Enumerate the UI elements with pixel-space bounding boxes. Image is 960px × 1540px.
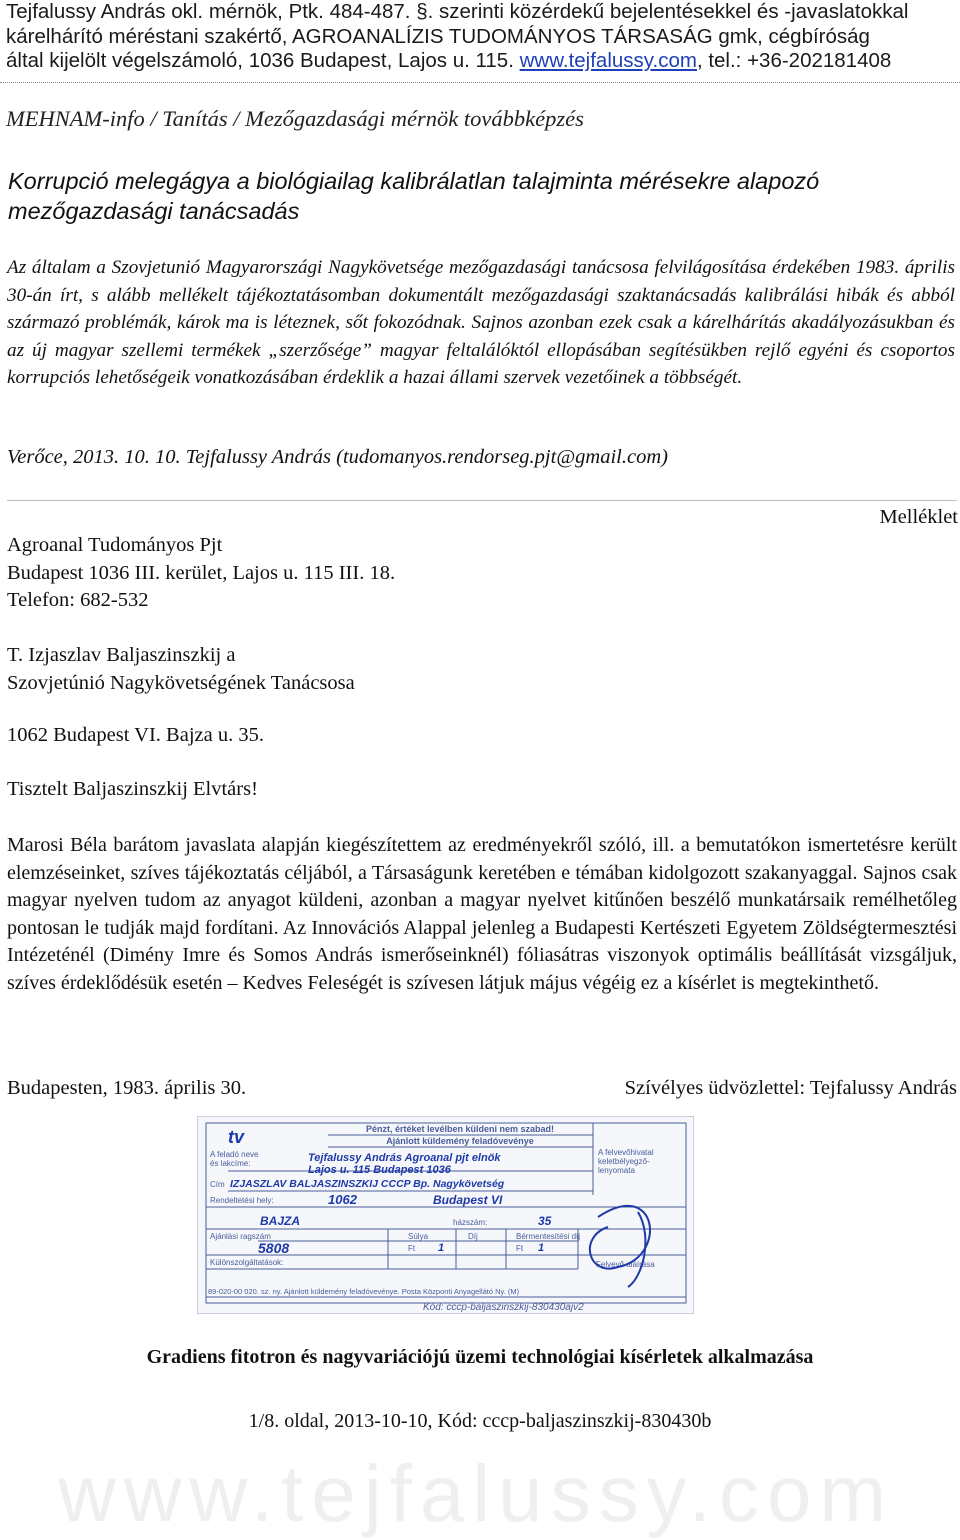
letter-closing: Szívélyes üdvözlettel: Tejfalussy András [624,1077,957,1099]
receipt-handwritten-street: BAJZA [260,1214,301,1228]
website-link[interactable]: www.tejfalussy.com [519,49,697,72]
receipt-fee-label: Díj [468,1232,478,1241]
recipient-address: 1062 Budapest VI. Bajza u. 35. [7,724,264,746]
receipt-currency: Ft [408,1244,416,1253]
letter-body: Marosi Béla barátom javaslata alapján kiegészítettem az eredményekről szóló, ill. a bemutatókon ismertetésre került elemzéseinket, szíves tájékoztatás céljából, a Társaságunk keretében e témában kidolgozott szakanyaggal. Sajnos csak magyar nyelven tudom az anyagot küldeni, azonban a magyar nyelvet kitűnően beszélő munkatársaik remélhetőleg pontosan le tudják majd fordítani. Az Innovációs Alappal jelenleg a Budapesti Kertészeti Egyetem Zöldségtermesztési Intézeténél (Dimény Imre és Somos András ismerőseinknél) fóliasátras viszonyok optimális beállítását vizsgáljuk, szíves érdeklődésük esetén – Kedves Feleségét is szívesen látjuk május végéig ez a kísérlet is megtekinthető. [7,834,957,994]
sender-block [7,532,395,615]
receipt-handwritten-sender: Tejfalussy András Agroanal pjt elnök [308,1152,501,1164]
postal-receipt-image [197,1116,694,1314]
receipt-sender-label: A feladó neve [210,1150,259,1159]
header-divider [0,82,960,83]
receipt-address-label: Cím [210,1180,225,1189]
receipt-stamp-note: keletbélyegző- [598,1157,650,1166]
sender-line: Telefon: 682-532 [7,589,149,611]
letter-greeting: Tisztelt Baljaszinszkij Elvtárs! [7,778,258,800]
receipt-handwritten-house: 35 [538,1214,552,1228]
receipt-handwritten-sender-address: Lajos u. 115 Budapest 1036 [308,1164,451,1176]
receipt-sender-label: és lakcíme: [210,1159,251,1168]
author-header [6,0,956,74]
sender-line: Budapest 1036 III. kerület, Lajos u. 115 III. 18. [7,561,396,584]
header-line-3: által kijelölt végelszámoló, 1036 Budapest, Lajos u. 115. www.tejfalussy.com, tel.: +36-202181408 [6,49,892,72]
page-number: 1/8. oldal, 2013-10-10, Kód: cccp-baljaszinszkij-830430b [248,1410,712,1432]
page-title: Korrupció melegágya a biológiailag kalibrálatlan talajminta mérésekre alapozó mezőgazdasági tanácsadás [8,168,820,224]
recipient-line: Szovjetúnió Nagykövetségének Tanácsosa [7,671,355,694]
receipt-currency: Ft [516,1244,524,1253]
receipt-stamp-note: A felvevőhivatal [598,1148,654,1157]
receipt-handwritten-mark: tv [228,1127,245,1147]
receipt-house-label: házszám: [453,1218,488,1227]
receipt-services-label: Különszolgáltatások: [210,1258,284,1267]
receipt-handwritten-value: 1 [538,1242,545,1254]
receipt-top-note: Pénzt, értéket levélben küldeni nem szabad! [365,1124,555,1134]
receipt-stamp-scribble [590,1206,650,1287]
receipt-title: Ajánlott küldemény feladóvevénye [386,1136,534,1146]
receipt-handwritten-city: Budapest VI [433,1193,503,1207]
postal-receipt-drawing [198,1117,693,1313]
receipt-handwritten-reg: 5808 [258,1240,290,1256]
attachment-label: Melléklet [879,506,958,528]
intro-paragraph: Az általam a Szovjetunió Magyarországi Nagykövetsége mezőgazdasági tanácsosa felvilágosítása érdekében 1983. április 30-án írt, s alább mellékelt tájékoztatásomban dokumentált mezőgazdasági szaktanácsadás kalibrálási hibák és abból származó problémák, károk ma is léteznek, sőt fokozódnak. Sajnos azonban ezek csak a kárelhárítás akadályozásukban és az új magyar szellemi termékek „szerzősége” magyar feltalálóktól ellopásában segítésükben rejlő egyéni és csoportos korrupciós lehetőségeik vonatkozásában érdeklik a hazai állami szervek vezetőinek a többségét. [7,257,955,388]
receipt-sign-label: Felvevő aláírása [596,1260,655,1269]
watermark: www.tejfalussy.com [58,1449,895,1538]
receipt-postage-label: Bérmentesítési díj [516,1232,581,1241]
letter-place-date: Budapesten, 1983. április 30. [7,1077,247,1099]
recipient-block [7,642,355,697]
header-line-2: kárelhárító méréstani szakértő, AGROANALÍZIS TUDOMÁNYOS TÁRSASÁG gmk, cégbíróság [6,24,870,48]
receipt-handwritten-value: 1 [438,1242,445,1254]
receipt-handwritten-name: IZJASZLAV BALJASZINSZKIJ CCCP Bp. Nagykövetség [230,1178,505,1190]
footer-title: Gradiens fitotron és nagyvariációjú üzemi technológiai kísérletek alkalmazása [146,1346,814,1368]
header-line-1: Tejfalussy András okl. mérnök, Ptk. 484-487. §. szerinti közérdekű bejelentésekkel és -javaslatokkal [6,0,909,23]
receipt-reg-label: Ajánlási ragszám [210,1232,271,1241]
receipt-stamp-note: lenyomata [598,1166,635,1175]
breadcrumb: MEHNAM-info / Tanítás / Mezőgazdasági mérnök továbbképzés [6,106,584,131]
receipt-code: Kód: cccp-baljaszinszkij-830430ajv2 [423,1302,584,1313]
receipt-weight-label: Súlya [408,1232,429,1241]
sender-line: Agroanal Tudományos Pjt [7,534,223,556]
section-divider [7,500,957,501]
signature-line: Verőce, 2013. 10. 10. Tejfalussy András (tudomanyos.rendorseg.pjt@gmail.com) [7,446,668,468]
receipt-print-line: 89-020-00 020. sz. ny. Ajánlott küldemény feladóvevénye. Posta Központi Anyagellátó Ny. (M) [208,1287,520,1296]
receipt-handwritten-zip: 1062 [328,1192,357,1207]
receipt-destination-label: Rendeltetési hely: [210,1196,274,1205]
recipient-line: T. Izjaszlav Baljaszinszkij a [7,644,236,666]
